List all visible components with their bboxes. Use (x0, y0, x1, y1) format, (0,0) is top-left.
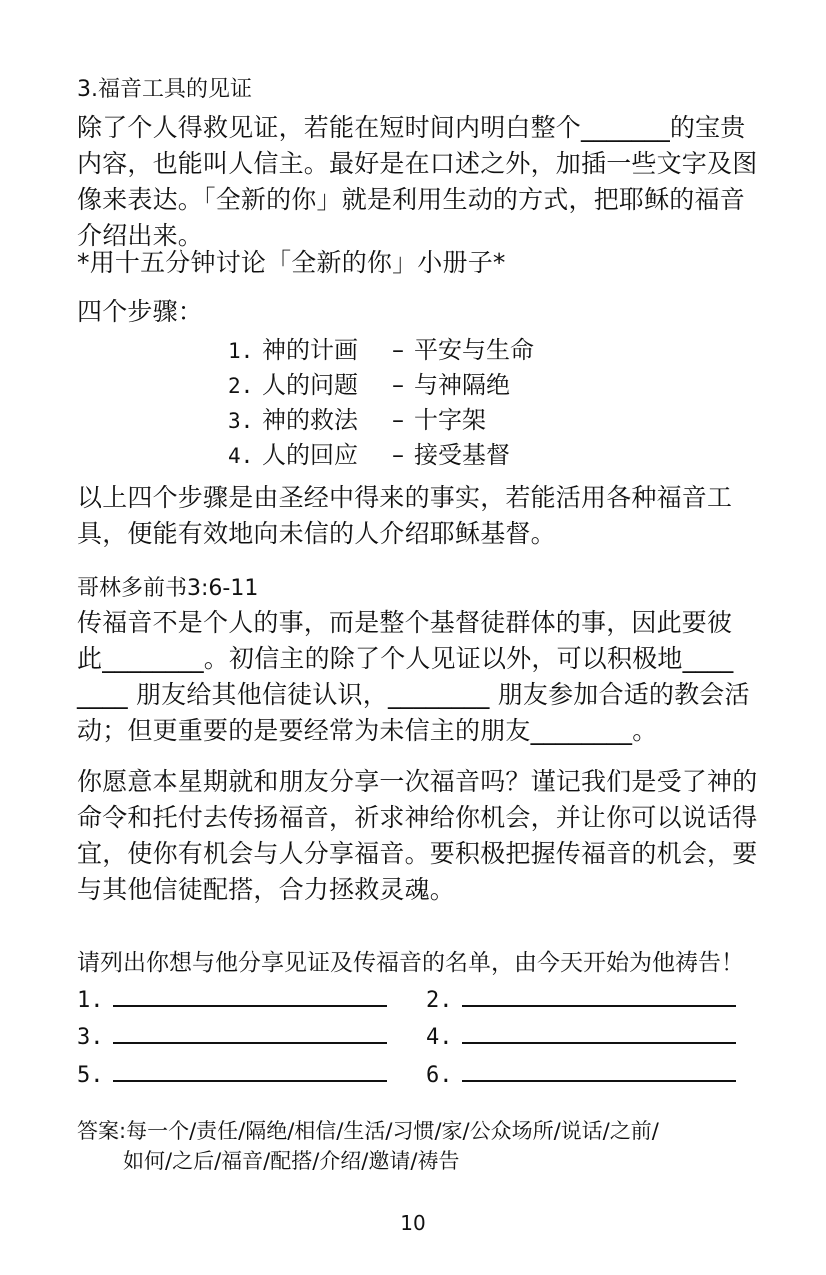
step-item (228, 368, 534, 403)
prayer-list-number: 2. (426, 988, 453, 1013)
step-number: 1. (228, 339, 254, 363)
section-title: 3.福音工具的见证 (77, 77, 252, 102)
step-desc: 平安与生命 (414, 336, 534, 364)
step-separator: – (392, 336, 404, 364)
text-line: 命令和托付去传扬福音，祈求神给你机会，并让你可以说话得 (77, 803, 758, 832)
answer-line: 答案:每一个/责任/隔绝/相信/生活/习惯/家/公众场所/说话/之前/ (77, 1119, 659, 1143)
step-number: 4. (228, 444, 254, 468)
prayer-list-number: 1. (77, 988, 104, 1013)
steps-list (228, 333, 534, 473)
text-line: 你愿意本星期就和朋友分享一次福音吗？谨记我们是受了神的 (77, 767, 758, 796)
text-line: 内容，也能叫人信主。最好是在口述之外，加插一些文字及图 (77, 149, 758, 178)
step-number: 2. (228, 374, 254, 398)
name-blank[interactable] (113, 1022, 387, 1044)
prayer-list-number: 6. (426, 1063, 453, 1088)
prayer-list-item (426, 985, 736, 1013)
text-line: 此________。初信主的除了个人见证以外，可以积极地____ (77, 644, 734, 673)
text-line: 以上四个步骤是由圣经中得来的事实，若能活用各种福音工 (77, 483, 733, 512)
answer-key (77, 1116, 659, 1176)
step-separator: – (392, 406, 404, 434)
name-blank[interactable] (462, 985, 736, 1007)
step-desc: 接受基督 (414, 441, 510, 469)
prayer-list-item (77, 1022, 387, 1050)
text-line: 宜，使你有机会与人分享福音。要积极把握传福音的机会，要 (77, 839, 758, 868)
paragraph-steps-summary (77, 480, 757, 552)
step-separator: – (392, 441, 404, 469)
text-line: 像来表达。「全新的你」就是利用生动的方式，把耶稣的福音 (77, 185, 745, 214)
text-line: ____ 朋友给其他信徒认识，________ 朋友参加合适的教会活 (77, 680, 750, 709)
paragraph-community (77, 605, 757, 749)
prayer-list-item (77, 1060, 387, 1088)
step-separator: – (392, 371, 404, 399)
name-blank[interactable] (113, 1060, 387, 1082)
paragraph-gospel-tools (77, 110, 757, 254)
step-item (228, 403, 534, 438)
prayer-list-number: 3. (77, 1025, 104, 1050)
scripture-reference: 哥林多前书3:6-11 (77, 576, 259, 601)
text-line: 除了个人得救见证，若能在短时间内明白整个_______的宝贵 (77, 113, 746, 142)
steps-title: 四个步骤： (77, 297, 204, 326)
name-blank[interactable] (113, 985, 387, 1007)
step-item (228, 438, 534, 473)
prayer-list-number: 4. (426, 1025, 453, 1050)
name-blank[interactable] (462, 1022, 736, 1044)
step-topic: 人的回应 (262, 441, 358, 469)
step-topic: 神的计画 (262, 336, 358, 364)
step-desc: 十字架 (414, 406, 486, 434)
page-number: 10 (400, 1211, 426, 1235)
prayer-list-number: 5. (77, 1063, 104, 1088)
text-line: 传福音不是个人的事，而是整个基督徒群体的事，因此要彼 (77, 608, 733, 637)
answer-line: 如何/之后/福音/配搭/介绍/邀请/祷告 (123, 1149, 460, 1173)
text-line: 动；但更重要的是要经常为未信主的朋友________。 (77, 716, 658, 745)
step-item (228, 333, 534, 368)
text-line: 与其他信徒配搭，合力拯救灵魂。 (77, 875, 456, 904)
name-blank[interactable] (462, 1060, 736, 1082)
step-topic: 人的问题 (262, 371, 358, 399)
prayer-list-item (77, 985, 387, 1013)
prayer-list-item (426, 1060, 736, 1088)
text-line: 介绍出来。 (77, 221, 204, 250)
step-number: 3. (228, 409, 254, 433)
text-line: 具，便能有效地向未信的人介绍耶稣基督。 (77, 519, 556, 548)
paragraph-challenge (77, 764, 757, 908)
prayer-list-item (426, 1022, 736, 1050)
prayer-prompt: 请列出你想与他分享见证及传福音的名单，由今天开始为他祷告！ (77, 950, 744, 976)
step-topic: 神的救法 (262, 406, 358, 434)
discussion-note: *用十五分钟讨论「全新的你」小册子* (77, 248, 506, 277)
step-desc: 与神隔绝 (414, 371, 510, 399)
